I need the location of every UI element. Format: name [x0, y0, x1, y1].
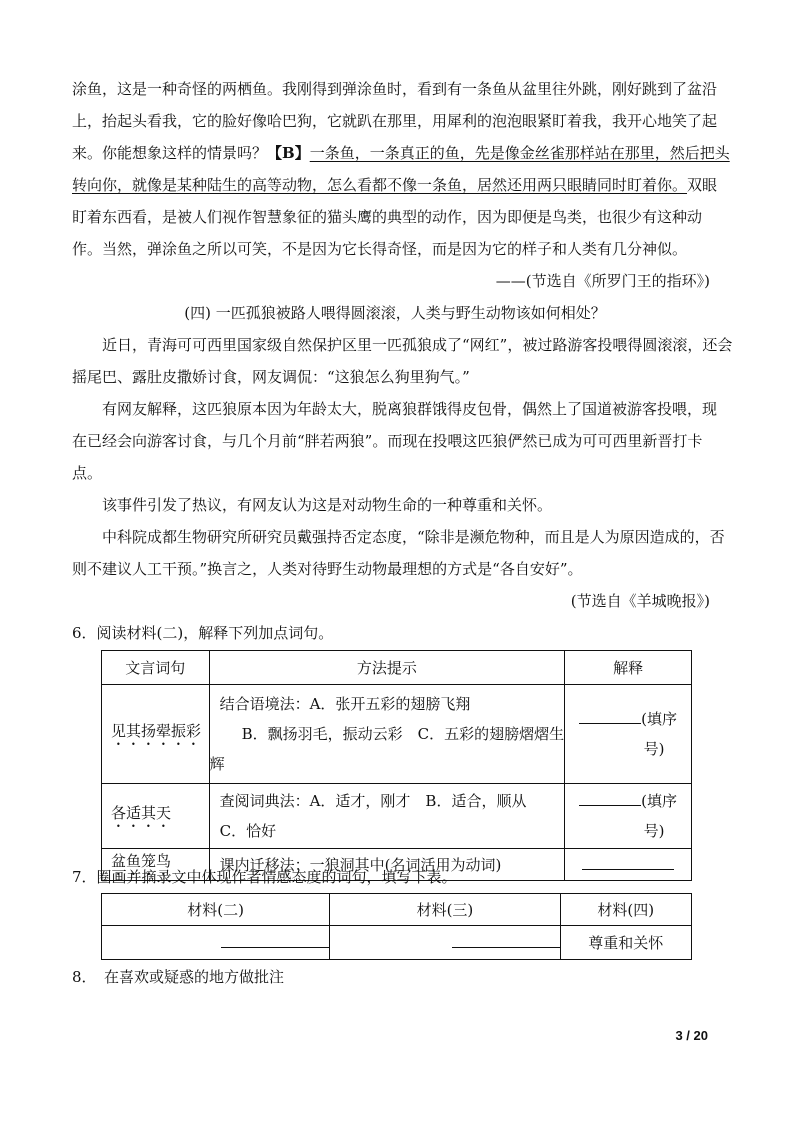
- question-6-table: [101, 650, 692, 881]
- passage-line: 点。: [72, 464, 103, 482]
- table-header: 材料(三): [330, 894, 560, 926]
- passage-line: 涂鱼，这是一种奇怪的两栖鱼。我刚得到弹涂鱼时，看到有一条鱼从盆里往外跳，刚好跳到了盆沿: [72, 80, 718, 98]
- passage-line: [72, 178, 717, 193]
- answer-blank[interactable]: [582, 868, 674, 870]
- question-7-table: [101, 893, 692, 960]
- passage-line: 则不建议人工干预。”换言之，人类对待野生动物最理想的方式是“各自安好”。: [72, 560, 583, 578]
- table-row: [102, 685, 692, 784]
- hint-line: 辉: [209, 755, 225, 773]
- question-7-prompt: 7．圈画并摘录文中体现作者情感态度的词句，填写下表。: [72, 868, 457, 886]
- passage-text: 双眼: [687, 176, 718, 194]
- passage-line: 盯着东西看，是被人们视作智慧象征的猫头鹰的典型的动作，因为即便是鸟类，也很少有这种动: [72, 208, 703, 226]
- table-header: 方法提示: [209, 651, 565, 685]
- passage-line: 中科院成都生物研究所研究员戴强持否定态度，“除非是濒危物种，而且是人为原因造成的，否: [102, 528, 725, 546]
- question-6-prompt: 6．阅读材料(二)，解释下列加点词句。: [72, 624, 334, 642]
- passage-line: 近日，青海可可西里国家级自然保护区里一匹孤狼成了“网红”，被过路游客投喂得圆滚滚，还会: [102, 336, 733, 354]
- hint-line: 结合语境法：A．张开五彩的翅膀飞翔: [219, 695, 471, 713]
- passage-text: 来。你能想象这样的情景吗？: [72, 144, 268, 162]
- answer-hint: 号): [643, 822, 665, 840]
- passage-source: ——(节选自《所罗门王的指环》): [495, 272, 710, 290]
- hint-line: 课内迁移法：一狼洞其中(名词活用为动词): [209, 849, 565, 881]
- hint-line: B．飘扬羽毛，振动云彩 C．五彩的翅膀熠熠生: [241, 725, 565, 743]
- passage-line: 作。当然，弹涂鱼之所以可笑，不是因为它长得奇怪，而是因为它的样子和人类有几分神似。: [72, 240, 688, 258]
- passage-line: 在已经会向游客讨食，与几个月前“胖若两狼”。而现在投喂这匹狼俨然已成为可可西里新晋打卡: [72, 432, 703, 450]
- answer-blank[interactable]: [452, 946, 560, 948]
- passage-source: (节选自《羊城晚报》): [570, 592, 710, 610]
- underlined-sentence: 一条鱼，一条真正的鱼，先是像金丝雀那样站在那里，然后把头: [309, 144, 730, 162]
- passage-line: [72, 146, 730, 161]
- answer-blank[interactable]: [221, 946, 329, 948]
- term-cell: 见其扬翚振彩: [111, 721, 202, 740]
- hint-line: 查阅词典法：A．适才，刚才 B．适合，顺从: [219, 792, 527, 810]
- question-8-prompt: 8． 在喜欢或疑惑的地方做批注: [72, 968, 285, 986]
- page-number: 3 / 20: [675, 1028, 708, 1043]
- answer-blank[interactable]: [579, 722, 641, 724]
- term-cell: 各适其天: [111, 803, 172, 822]
- passage-title: (四) 一匹孤狼被路人喂得圆滚滚，人类与野生动物该如何相处？: [184, 304, 606, 322]
- table-header-row: [102, 894, 692, 926]
- answer-hint: 号): [643, 740, 665, 758]
- table-row: [102, 784, 692, 849]
- mark-b: 【B】: [267, 144, 310, 162]
- term-cell: 盆鱼笼鸟: [111, 852, 172, 870]
- table-header: 材料(四): [560, 894, 691, 926]
- hint-line: C．恰好: [219, 822, 277, 840]
- passage-line: 摇尾巴、露肚皮撒娇讨食，网友调侃：“这狼怎么狗里狗气。”: [72, 368, 470, 386]
- answer-blank[interactable]: [579, 804, 641, 806]
- passage-line: 该事件引发了热议，有网友认为这是对动物生命的一种尊重和关怀。: [102, 496, 553, 514]
- answer-hint: (填序: [641, 792, 677, 810]
- table-header: 文言词句: [102, 651, 210, 685]
- answer-cell: 尊重和关怀: [560, 926, 691, 960]
- table-header: 材料(二): [102, 894, 330, 926]
- table-row: [102, 926, 692, 960]
- answer-hint: (填序: [641, 710, 677, 728]
- underlined-sentence: 转向你，就像是某种陆生的高等动物，怎么看都不像一条鱼，居然还用两只眼睛同时盯着你。: [72, 176, 688, 194]
- table-header-row: [102, 651, 692, 685]
- passage-line: 上，抬起头看我，它的脸好像哈巴狗，它就趴在那里，用犀利的泡泡眼紧盯着我，我开心地笑了起: [72, 112, 718, 130]
- table-header: 解释: [565, 651, 692, 685]
- passage-line: 有网友解释，这匹狼原本因为年龄太大，脱离狼群饿得皮包骨，偶然上了国道被游客投喂，现: [102, 400, 718, 418]
